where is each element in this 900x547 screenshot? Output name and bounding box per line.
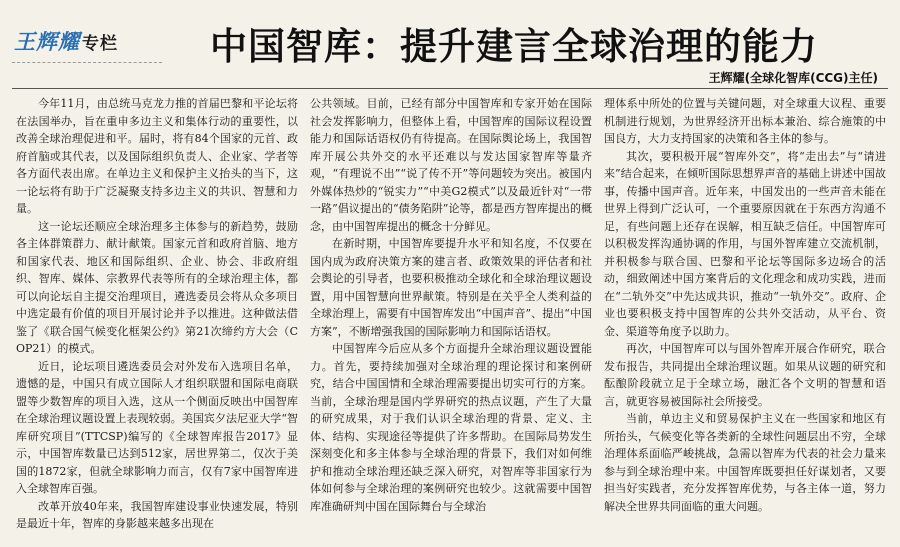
headline: 中国智库：提升建言全球治理的能力 — [210, 25, 818, 68]
column-tag-divider — [12, 62, 162, 63]
paragraph: 其次，要积极开展“智库外交”，将“走出去”与“请进来”结合起来，在倾听国际思想界声音的基础上讲述中国故事，传播中国声音。近年来，中国发出的一些声音未能在世界上得到广泛认可，一个重要原因就在于东西方沟通不足，有些问题上还存在误解，相互缺乏信任。中国智库可以积极发挥沟通协调的作用，与国外智库建立交流机制，并积极参与联合国、巴黎和平论坛等国际多边场合的活动，细致阐述中国方案背后的文化理念和成功实践，进而在“二轨外交”中先达成共识，推动“一轨外交”。政府、企业也要积极支持中国智库的公共外交活动，从平台、资金、渠道等角度予以助力。 — [604, 149, 886, 338]
column-author-name: 王辉耀 — [14, 30, 80, 54]
text-column-1 — [16, 95, 298, 547]
paragraph: 理体系中所处的位置与关键问题，对全球重大议程、重要机制进行规划，为世界经济开出标本兼治、综合施策的中国良方，大力支持国家的决策和各主体的参与。 — [604, 97, 886, 145]
column-tag — [14, 26, 118, 56]
paragraph: 在新时期，中国智库要提升水平和知名度，不仅要在国内成为政府决策方案的建言者、政策效果的评估者和社会舆论的引导者，也要积极推动全球化和全球治理议题设置，用中国智慧向世界献策。特别是在关乎全人类利益的全球治理上，需要有中国智库发出“中国声音”、提出“中国方案”，不断增强我国的国际影响力和国际话语权。 — [310, 237, 592, 338]
paragraph: 当前，单边主义和贸易保护主义在一些国家和地区有所抬头，气候变化等各类新的全球性问题层出不穷，全球治理体系面临严峻挑战，急需以智库为代表的社会力量来参与到全球治理中来。中国智库既要担任好谋划者，又要担当好实践者，充分发挥智库优势，与各主体一道，努力解决全世界共同面临的重大问题。 — [604, 412, 886, 513]
paragraph: 再次，中国智库可以与国外智库开展合作研究，联合发布报告，共同提出全球治理议题。如果从议题的研究和酝酿阶段就立足于全球立场，融汇各个文明的智慧和语言，就更容易被国际社会所接受。 — [604, 342, 886, 408]
article-body — [16, 95, 886, 547]
text-column-3 — [604, 95, 886, 547]
paragraph: 改革开放40年来，我国智库建设事业快速发展，特别是最近十年，智库的身影越来越多出现在 — [16, 499, 298, 530]
paragraph: 中国智库今后应从多个方面提升全球治理议题设置能力。首先，要持续加强对全球治理的理论探讨和案例研究，结合中国国情和全球治理需要提出切实可行的方案。当前，全球治理是国内学界研究的热点议题，产生了大量的研究成果，对于我们认识全球治理的背景、定义、主体、结构、实现途径等提供了许多帮助。在国际局势发生深刻变化和多主体参与全球治理的背景下，我们对如何维护和推动全球治理还缺乏深入研究，对智库等非国家行为体如何参与全球治理的案例研究也较少。这就需要中国智库准确研判中国在国际舞台与全球治 — [310, 342, 592, 513]
paragraph: 公共领域。目前，已经有部分中国智库和专家开始在国际社会发挥影响力，但整体上看，中国智库的国际议程设置能力和国际话语权仍有待提高。在国际舆论场上，我国智库开展公共外交的水平还难以与发达国家智库等量齐观，“有理说不出”“说了传不开”等问题较为突出。被国内外媒体热炒的“锐实力”“中美G2模式”以及最近针对“一带一路”倡议提出的“债务陷阱”论等，都是西方智库提出的概念，由中国智库提出的概念十分鲜见。 — [310, 97, 592, 233]
header-divider — [12, 88, 888, 89]
column-suffix: 专栏 — [82, 34, 118, 54]
byline: 王辉耀(全球化智库(CCG)主任) — [708, 71, 878, 85]
paragraph: 近日，论坛项目遴选委员会对外发布入选项目名单，遗憾的是，中国只有成立国际人才组织联盟和国际电商联盟等少数智库的项目入选，这从一个侧面反映出中国智库在全球治理议题设置上表现较弱。美国宾夕法尼亚大学“智库研究项目”(TTCSP)编写的《全球智库报告2017》显示，中国智库数量已达到512家，居世界第二，仅次于美国的1872家，但就全球影响力而言，仅有7家中国智库进入全球智库百强。 — [16, 359, 298, 495]
article-header — [0, 0, 900, 92]
text-column-2 — [310, 95, 592, 547]
paragraph: 这一论坛还顺应全球治理多主体参与的新趋势，鼓励各主体群策群力、献计献策。国家元首和政府首脑、地方和国家代表、地区和国际组织、企业、协会、非政府组织、智库、媒体、宗教界代表等所有的全球治理主体，都可以向论坛自主提交治理项目，遴选委员会将从众多项目中选定最有价值的项目开展讨论并予以推进。这种做法借鉴了《联合国气候变化框架公约》第21次缔约方大会（COP21）的模式。 — [16, 219, 298, 355]
paragraph: 今年11月，由总统马克龙力推的首届巴黎和平论坛将在法国举办，旨在重申多边主义和集体行动的重要性，以改善全球治理促进和平。届时，将有84个国家的元首、政府首脑或其代表，以及国际组织负责人、企业家、学者等各方面代表出席。在单边主义和保护主义抬头的当下，这一论坛将有助于广泛凝聚支持多边主义的共识、智慧和力量。 — [16, 97, 298, 215]
